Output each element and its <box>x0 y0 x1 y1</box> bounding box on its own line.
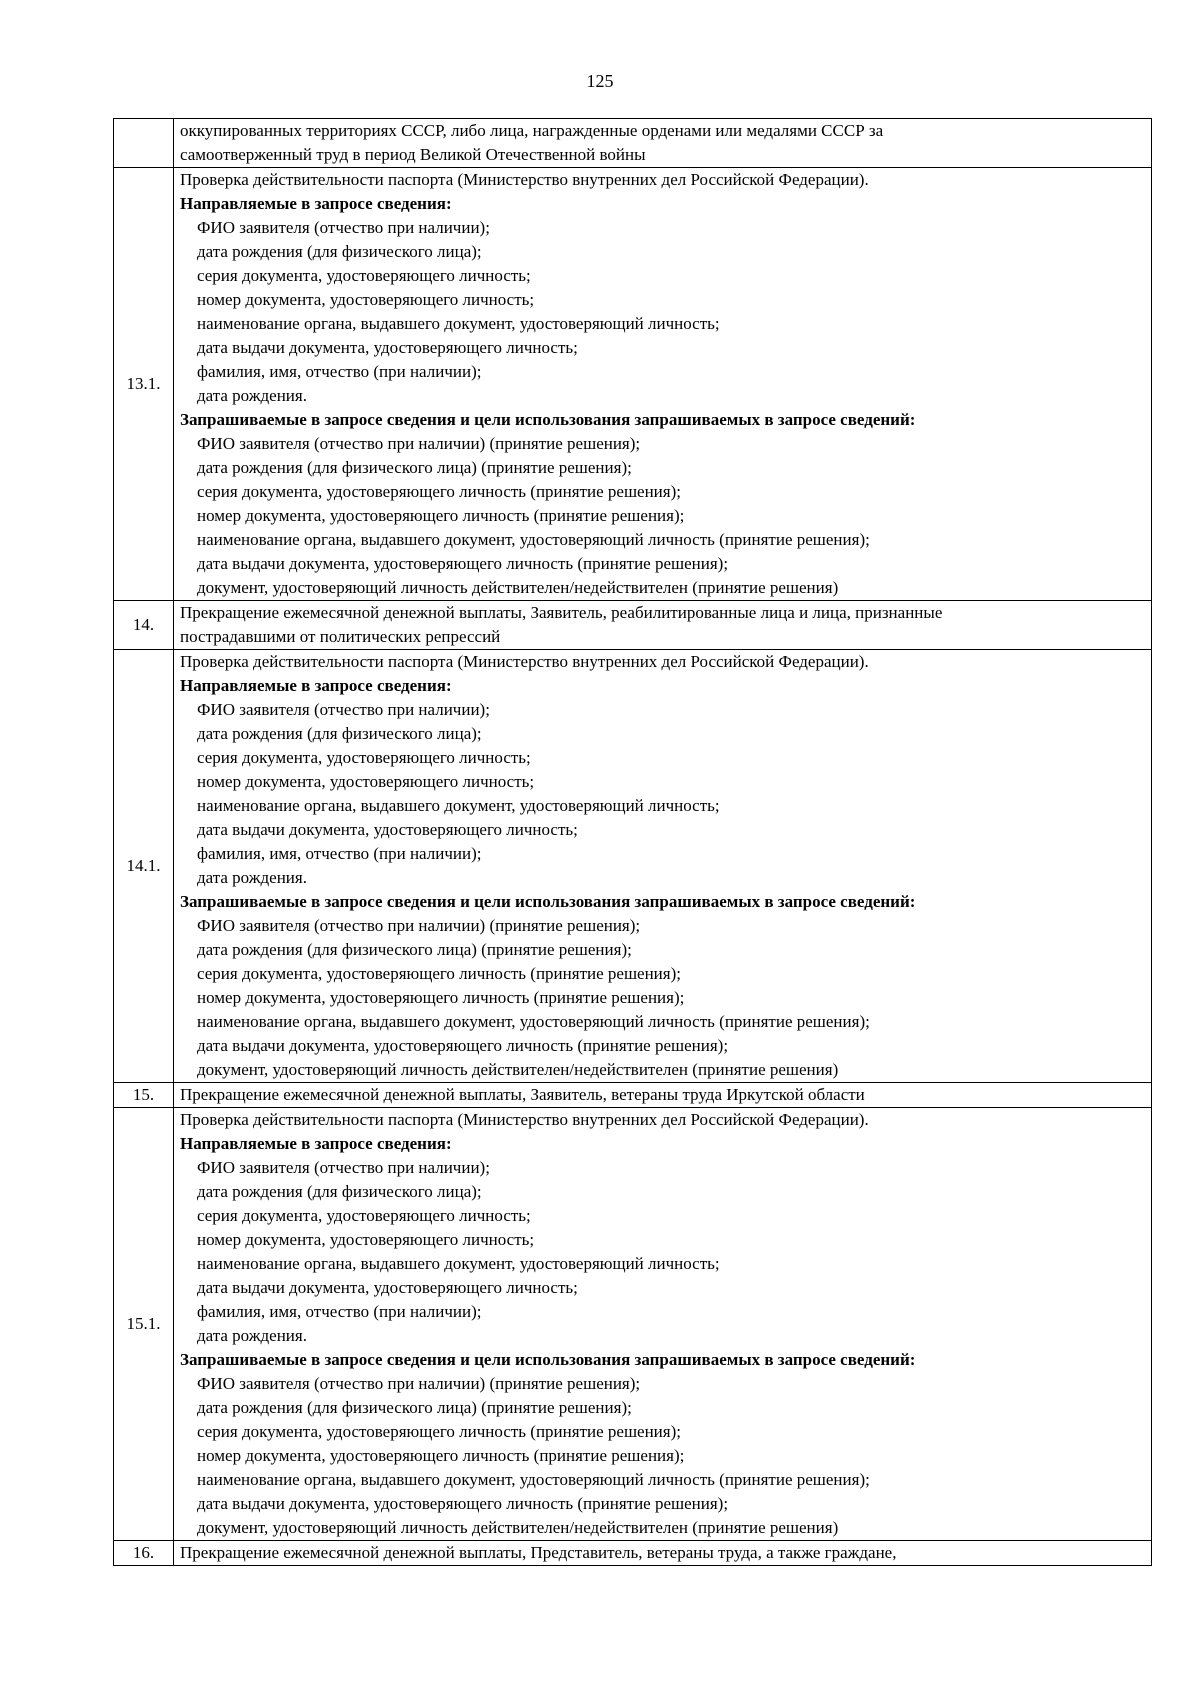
content-line: наименование органа, выдавшего документ, удостоверяющий личность; <box>197 796 720 815</box>
content-line: ФИО заявителя (отчество при наличии); <box>197 700 490 719</box>
table-row <box>114 601 1152 650</box>
section-heading: Направляемые в запросе сведения: <box>180 194 452 213</box>
row-content-cell <box>174 168 1152 601</box>
content-line: серия документа, удостоверяющего личность; <box>197 266 531 285</box>
content-line: дата выдачи документа, удостоверяющего личность (принятие решения); <box>197 1036 729 1055</box>
content-line: номер документа, удостоверяющего личность (принятие решения); <box>197 506 685 525</box>
content-line: дата рождения (для физического лица); <box>197 724 482 743</box>
content-line: ФИО заявителя (отчество при наличии) (принятие решения); <box>197 916 641 935</box>
content-line: номер документа, удостоверяющего личность; <box>197 290 535 309</box>
content-line: наименование органа, выдавшего документ, удостоверяющий личность (принятие решения); <box>197 1470 870 1489</box>
content-line: дата выдачи документа, удостоверяющего личность (принятие решения); <box>197 554 729 573</box>
content-line: документ, удостоверяющий личность действителен/недействителен (принятие решения) <box>197 1518 839 1537</box>
row-number-cell: 13.1. <box>114 168 174 601</box>
content-line: номер документа, удостоверяющего личность (принятие решения); <box>197 1446 685 1465</box>
content-line: дата рождения (для физического лица) (принятие решения); <box>197 1398 632 1417</box>
content-line: дата выдачи документа, удостоверяющего личность; <box>197 1278 578 1297</box>
content-line: фамилия, имя, отчество (при наличии); <box>197 362 482 381</box>
page-number: 125 <box>586 71 614 91</box>
table-body <box>114 119 1152 1566</box>
section-heading: Направляемые в запросе сведения: <box>180 1134 452 1153</box>
content-line: дата рождения (для физического лица) (принятие решения); <box>197 940 632 959</box>
table-row <box>114 168 1152 601</box>
row-content-cell <box>174 601 1152 650</box>
content-line: наименование органа, выдавшего документ, удостоверяющий личность (принятие решения); <box>197 1012 870 1031</box>
row-number-cell: 14. <box>114 601 174 650</box>
content-line: серия документа, удостоверяющего личность; <box>197 748 531 767</box>
row-content-cell <box>174 119 1152 168</box>
row-content-cell <box>174 1108 1152 1541</box>
content-line: дата рождения (для физического лица); <box>197 242 482 261</box>
content-line: серия документа, удостоверяющего личность (принятие решения); <box>197 1422 681 1441</box>
content-line: наименование органа, выдавшего документ, удостоверяющий личность (принятие решения); <box>197 530 870 549</box>
content-line: фамилия, имя, отчество (при наличии); <box>197 844 482 863</box>
row-number-cell <box>114 119 174 168</box>
content-line: Проверка действительности паспорта (Министерство внутренних дел Российской Федерации). <box>180 1110 869 1129</box>
content-line: фамилия, имя, отчество (при наличии); <box>197 1302 482 1321</box>
content-line: ФИО заявителя (отчество при наличии); <box>197 1158 490 1177</box>
section-heading: Запрашиваемые в запросе сведения и цели использования запрашиваемых в запросе сведений: <box>180 1350 916 1369</box>
content-line: пострадавшими от политических репрессий <box>180 627 501 646</box>
content-line: дата выдачи документа, удостоверяющего личность (принятие решения); <box>197 1494 729 1513</box>
content-line: дата рождения (для физического лица); <box>197 1182 482 1201</box>
content-line: Прекращение ежемесячной денежной выплаты, Заявитель, ветераны труда Иркутской области <box>180 1085 865 1104</box>
content-line: номер документа, удостоверяющего личность; <box>197 1230 535 1249</box>
services-table <box>113 118 1152 1566</box>
content-line: наименование органа, выдавшего документ, удостоверяющий личность; <box>197 1254 720 1273</box>
content-line: документ, удостоверяющий личность действителен/недействителен (принятие решения) <box>197 578 839 597</box>
table-row <box>114 119 1152 168</box>
content-line: дата рождения. <box>197 1326 307 1345</box>
content-line: номер документа, удостоверяющего личность; <box>197 772 535 791</box>
table-row <box>114 650 1152 1083</box>
content-line: номер документа, удостоверяющего личность (принятие решения); <box>197 988 685 1007</box>
content-line: документ, удостоверяющий личность действителен/недействителен (принятие решения) <box>197 1060 839 1079</box>
content-line: Прекращение ежемесячной денежной выплаты, Представитель, ветераны труда, а также граждане, <box>180 1543 897 1562</box>
content-line: ФИО заявителя (отчество при наличии) (принятие решения); <box>197 1374 641 1393</box>
content-line: наименование органа, выдавшего документ, удостоверяющий личность; <box>197 314 720 333</box>
content-line: серия документа, удостоверяющего личность (принятие решения); <box>197 964 681 983</box>
content-line: самоотверженный труд в период Великой Отечественной войны <box>180 145 646 164</box>
row-content-cell <box>174 1083 1152 1108</box>
content-line: Проверка действительности паспорта (Министерство внутренних дел Российской Федерации). <box>180 652 869 671</box>
row-number-cell: 15.1. <box>114 1108 174 1541</box>
content-line: Прекращение ежемесячной денежной выплаты, Заявитель, реабилитированные лица и лица, признанные <box>180 603 943 622</box>
row-number-cell: 16. <box>114 1541 174 1566</box>
content-line: дата рождения. <box>197 386 307 405</box>
section-heading: Запрашиваемые в запросе сведения и цели использования запрашиваемых в запросе сведений: <box>180 410 916 429</box>
content-line: серия документа, удостоверяющего личность (принятие решения); <box>197 482 681 501</box>
content-line: дата выдачи документа, удостоверяющего личность; <box>197 820 578 839</box>
table-row <box>114 1083 1152 1108</box>
table-row <box>114 1541 1152 1566</box>
section-heading: Направляемые в запросе сведения: <box>180 676 452 695</box>
content-line: дата рождения (для физического лица) (принятие решения); <box>197 458 632 477</box>
content-line: ФИО заявителя (отчество при наличии) (принятие решения); <box>197 434 641 453</box>
content-line: Проверка действительности паспорта (Министерство внутренних дел Российской Федерации). <box>180 170 869 189</box>
table-row <box>114 1108 1152 1541</box>
content-line: ФИО заявителя (отчество при наличии); <box>197 218 490 237</box>
row-number-cell: 15. <box>114 1083 174 1108</box>
row-content-cell <box>174 650 1152 1083</box>
row-content-cell <box>174 1541 1152 1566</box>
content-line: серия документа, удостоверяющего личность; <box>197 1206 531 1225</box>
content-line: дата выдачи документа, удостоверяющего личность; <box>197 338 578 357</box>
content-line: дата рождения. <box>197 868 307 887</box>
content-line: оккупированных территориях СССР, либо лица, награжденные орденами или медалями СССР за <box>180 121 884 140</box>
row-number-cell: 14.1. <box>114 650 174 1083</box>
section-heading: Запрашиваемые в запросе сведения и цели использования запрашиваемых в запросе сведений: <box>180 892 916 911</box>
